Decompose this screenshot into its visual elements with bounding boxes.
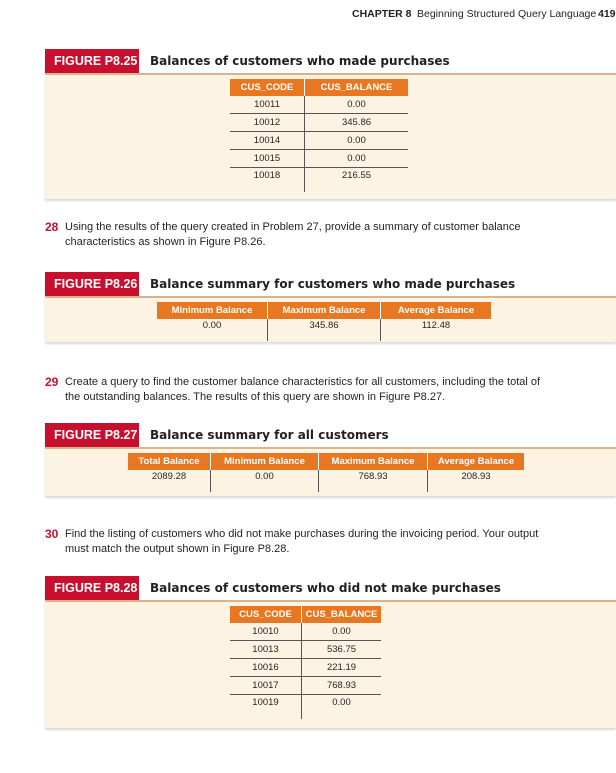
column-header: CUS_CODE [230,79,305,96]
figure-tag: FIGURE P8.25 [45,49,139,73]
chapter-label: CHAPTER 8 [352,8,412,20]
problem-text [65,375,605,405]
balances-table [230,79,408,192]
figure-p8-26 [45,272,616,342]
table-row [230,150,408,168]
cus-balance-cell: 216.55 [305,168,409,193]
figure-caption: Balance summary for customers who made purchases [150,277,516,291]
figure-tag: FIGURE P8.27 [45,423,139,447]
problem-line: must match the output shown in Figure P8.28. [65,543,290,555]
chapter-title: Beginning Structured Query Language [417,8,597,20]
table-row [230,695,381,720]
figure-header [45,49,616,75]
cus-code-cell: 10015 [230,150,305,168]
table-header-row [128,453,524,470]
table-row [230,96,408,114]
avg-balance-cell: 112.48 [381,319,492,341]
cus-balance-cell: 536.75 [302,641,382,659]
cus-balance-cell: 0.00 [302,623,382,641]
table-row [230,623,381,641]
max-balance-cell: 768.93 [319,470,428,492]
column-header: Average Balance [381,302,492,319]
max-balance-cell: 345.86 [268,319,381,341]
table-row [157,319,491,341]
figure-p8-27 [45,423,616,496]
column-header: CUS_BALANCE [302,606,382,623]
cus-balance-cell: 0.00 [302,695,382,720]
problem-line: Create a query to find the customer balance characteristics for all customers, including the total of [65,376,541,388]
problem-line: Using the results of the query created in Problem 27, provide a summary of customer balance [65,221,521,233]
cus-balance-cell: 221.19 [302,659,382,677]
cus-code-cell: 10018 [253,170,281,181]
page-number: 419 [598,8,616,20]
column-header: CUS_CODE [230,606,302,623]
cus-code-cell: 10019 [252,697,279,708]
cus-code-cell: 10014 [230,132,305,150]
cus-code-cell: 10016 [230,659,302,677]
table-header-row [230,606,381,623]
problem-29 [45,375,605,405]
min-balance-cell: 0.00 [202,320,222,331]
figure-p8-25 [45,49,616,199]
column-header: Total Balance [128,453,211,470]
column-header: CUS_BALANCE [305,79,409,96]
cus-code-cell: 10013 [230,641,302,659]
cus-balance-cell: 768.93 [302,677,382,695]
cus-balance-cell: 0.00 [305,132,409,150]
figure-tag: FIGURE P8.26 [45,272,139,296]
min-balance-cell: 0.00 [211,470,319,492]
figure-header [45,272,616,298]
cus-balance-cell: 0.00 [305,150,409,168]
problem-28 [45,220,605,250]
figure-p8-28 [45,576,616,728]
table-row [230,659,381,677]
problem-text [65,220,605,250]
cus-code-cell: 10011 [230,96,305,114]
running-header [0,8,616,24]
problem-number: 28 [45,220,59,234]
column-header: Maximum Balance [268,302,381,319]
table-row [230,677,381,695]
figure-caption: Balances of customers who did not make purchases [150,581,501,595]
cus-code-cell: 10012 [230,114,305,132]
problem-line: Find the listing of customers who did not make purchases during the invoicing period. Your output [65,528,539,540]
avg-balance-cell: 208.93 [428,470,525,492]
column-header: Minimum Balance [211,453,319,470]
column-header: Average Balance [428,453,525,470]
all-balance-summary-table [128,453,524,492]
table-row [230,114,408,132]
problem-number: 30 [45,527,59,541]
figure-caption: Balance summary for all customers [150,428,389,442]
cus-code-cell: 10017 [230,677,302,695]
problem-line: characteristics as shown in Figure P8.26. [65,236,266,248]
figure-caption: Balances of customers who made purchases [150,54,450,68]
figure-tag: FIGURE P8.28 [45,576,139,600]
table-row [230,641,381,659]
column-header: Minimum Balance [157,302,268,319]
no-purchase-balances-table [230,606,381,719]
table-header-row [230,79,408,96]
problem-text [65,527,605,557]
table-header-row [157,302,491,319]
problem-number: 29 [45,375,59,389]
balance-summary-table [157,302,491,341]
column-header: Maximum Balance [319,453,428,470]
total-balance-cell: 2089.28 [151,471,187,482]
problem-30 [45,527,605,557]
cus-code-cell: 10010 [230,623,302,641]
table-row [128,470,524,492]
problem-line: the outstanding balances. The results of this query are shown in Figure P8.27. [65,391,446,403]
table-row [230,132,408,150]
cus-balance-cell: 345.86 [305,114,409,132]
figure-header [45,576,616,602]
table-row [230,168,408,193]
cus-balance-cell: 0.00 [305,96,409,114]
figure-header [45,423,616,449]
